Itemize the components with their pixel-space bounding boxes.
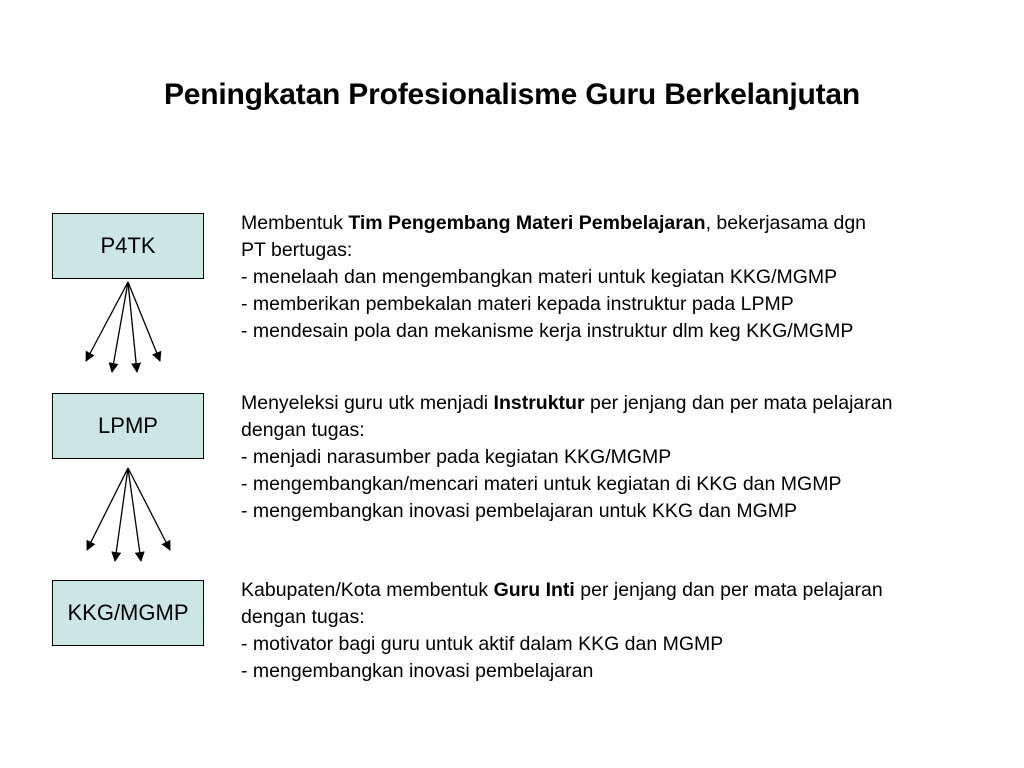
arrow bbox=[112, 282, 128, 372]
desc-line: dengan tugas: bbox=[241, 606, 365, 628]
bullet-item: - motivator bagi guru untuk aktif dalam KKG dan MGMP bbox=[241, 633, 724, 655]
bullet-item: - mengembangkan inovasi pembelajaran bbox=[241, 660, 594, 682]
arrow bbox=[86, 282, 128, 361]
desc-line: PT bertugas: bbox=[241, 239, 353, 261]
bullet-item: - mengembangkan/mencari materi untuk kegiatan di KKG dan MGMP bbox=[241, 473, 842, 495]
desc-line: dengan tugas: bbox=[241, 419, 365, 441]
description-p4tk bbox=[241, 210, 1016, 345]
highlight-text: Guru Inti bbox=[493, 579, 575, 601]
slide-title: Peningkatan Profesionalisme Guru Berkelanjutan bbox=[164, 78, 860, 111]
desc-line: Kabupaten/Kota membentuk Guru Inti per jenjang dan per mata pelajaran bbox=[241, 579, 883, 601]
bullet-item: - menjadi narasumber pada kegiatan KKG/MGMP bbox=[241, 446, 672, 468]
highlight-text: Instruktur bbox=[493, 392, 585, 414]
box-lpmp: LPMP bbox=[52, 393, 204, 459]
desc-line: Menyeleksi guru utk menjadi Instruktur per jenjang dan per mata pelajaran bbox=[241, 392, 893, 414]
arrow-group-lpmp-to-kkg bbox=[87, 468, 170, 561]
description-kkg-mgmp bbox=[241, 577, 1016, 685]
desc-line: Membentuk Tim Pengembang Materi Pembelajaran, bekerjasama dgn bbox=[241, 212, 867, 234]
bullet-item: - mengembangkan inovasi pembelajaran untuk KKG dan MGMP bbox=[241, 500, 798, 522]
bullet-item: - menelaah dan mengembangkan materi untuk kegiatan KKG/MGMP bbox=[241, 266, 838, 288]
box-p4tk: P4TK bbox=[52, 213, 204, 279]
bullet-item: - mendesain pola dan mekanisme kerja instruktur dlm keg KKG/MGMP bbox=[241, 320, 854, 342]
arrow-group-p4tk-to-lpmp bbox=[86, 282, 160, 372]
arrow bbox=[128, 282, 137, 372]
description-lpmp bbox=[241, 390, 1016, 525]
arrow bbox=[128, 282, 160, 361]
highlight-text: Tim Pengembang Materi Pembelajaran bbox=[348, 212, 706, 234]
box-kkg-mgmp: KKG/MGMP bbox=[52, 580, 204, 646]
bullet-item: - memberikan pembekalan materi kepada instruktur pada LPMP bbox=[241, 293, 794, 315]
